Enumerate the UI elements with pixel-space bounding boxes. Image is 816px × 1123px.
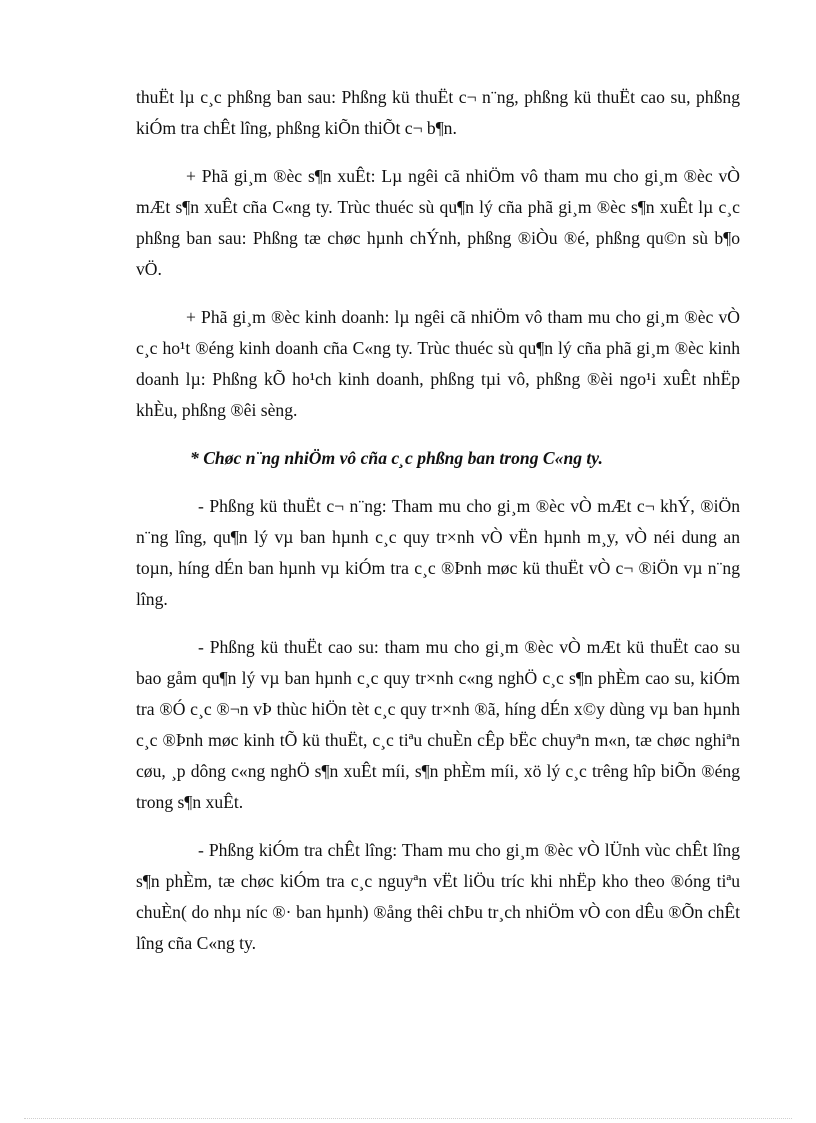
paragraph-deputy-production: + Phã gi¸m ®èc s¶n xuÊt: Lµ ngêi cã nhiÖm vô tham mu cho gi¸m ®èc vÒ mÆt s¶n xuÊt cña C«ng ty. Trùc thuéc sù qu¶n lý cña phã gi¸m ®èc s¶n xuÊt lµ c¸c phßng ban sau: Phßng tæ chøc hµnh chÝnh, phßng ®iÒu ®é, phßng qu©n sù b¶o vÖ. [136, 166, 740, 279]
document-page [136, 82, 740, 959]
paragraph-rubber-tech-dept: - Phßng kü thuËt cao su: tham mu cho gi¸m ®èc vÒ mÆt kü thuËt cao su bao gåm qu¶n lý vµ ban hµnh c¸c quy tr×nh c«ng nghÖ c¸c s¶n phÈm cao su, kiÓm tra ®Ó c¸c ®¬n vÞ thùc hiÖn tèt c¸c quy tr×nh ®ã, híng dÉn x©y dùng vµ ban hµnh c¸c ®Þnh møc kinh tÕ kü thuËt, c¸c tiªu chuÈn cÊp bËc chuyªn m«n, tæ chøc nghiªn cøu, ¸p dông c«ng nghÖ s¶n xuÊt míi, s¶n phÈm míi, xö lý c¸c trêng hîp biÕn ®éng trong s¶n xuÊt. [136, 637, 740, 812]
section-heading: * Chøc n¨ng nhiÖm vô cña c¸c phßng ban trong C«ng ty. [190, 448, 603, 468]
page-bottom-divider [24, 1118, 792, 1119]
paragraph-deputy-business: + Phã gi¸m ®èc kinh doanh: lµ ngêi cã nhiÖm vô tham mu cho gi¸m ®èc vÒ c¸c ho¹t ®éng kinh doanh cña C«ng ty. Trùc thuéc sù qu¶n lý cña phã gi¸m ®èc kinh doanh lµ: Phßng kÕ ho¹ch kinh doanh, phßng tµi vô, phßng ®èi ngo¹i xuÊt nhËp khÈu, phßng ®êi sèng. [136, 307, 740, 420]
paragraph-departments-continued: thuËt lµ c¸c phßng ban sau: Phßng kü thuËt c¬ n¨ng, phßng kü thuËt cao su, phßng kiÓm tra chÊt lîng, phßng kiÕn thiÕt c¬ b¶n. [136, 87, 740, 138]
paragraph-mechanical-energy-dept: - Phßng kü thuËt c¬ n¨ng: Tham mu cho gi¸m ®èc vÒ mÆt c¬ khÝ, ®iÖn n¨ng lîng, qu¶n lý vµ ban hµnh c¸c quy tr×nh vÒ vËn hµnh m¸y, vÒ néi dung an toµn, híng dÉn ban hµnh vµ kiÓm tra c¸c ®Þnh møc kü thuËt vÒ c¬ ®iÖn vµ n¨ng lîng. [136, 496, 740, 609]
paragraph-quality-control-dept: - Phßng kiÓm tra chÊt lîng: Tham mu cho gi¸m ®èc vÒ lÜnh vùc chÊt lîng s¶n phÈm, tæ chøc kiÓm tra c¸c nguyªn vËt liÖu tríc khi nhËp kho theo ®óng tiªu chuÈn( do nhµ níc ®· ban hµnh) ®ång thêi chÞu tr¸ch nhiÖm vÒ con dÊu ®Õn chÊt lîng cña C«ng ty. [136, 840, 740, 953]
